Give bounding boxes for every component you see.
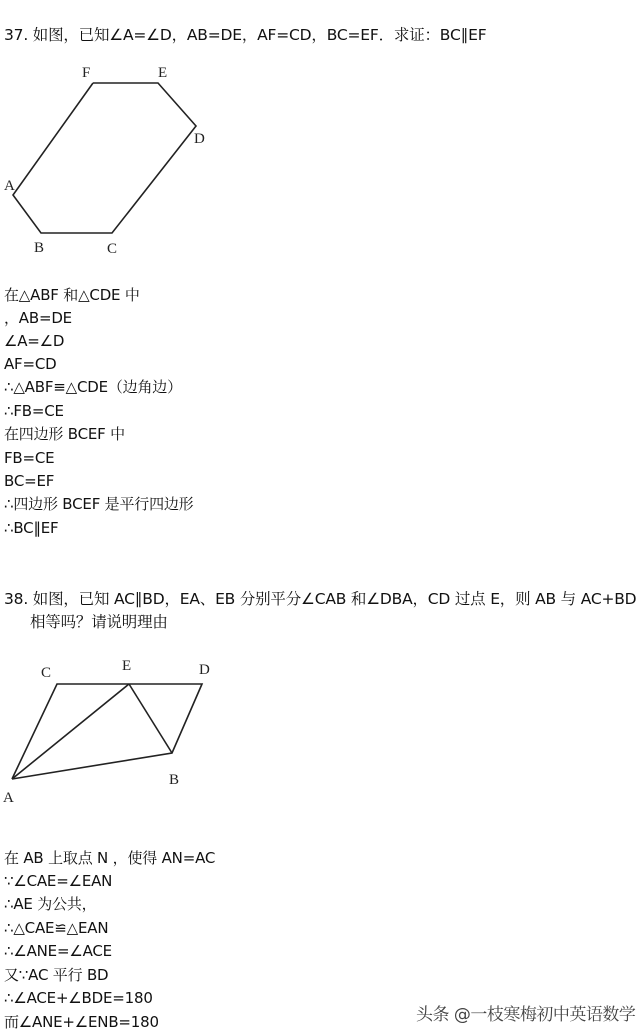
solution-line: ∴AE 为公共， (4, 895, 97, 913)
solution-line: ∴BC‖EF (4, 519, 59, 537)
label-c: C (41, 665, 52, 681)
solution-line: FB=CE (4, 449, 55, 467)
solution-line: ，AB=DE (4, 309, 72, 327)
solution-line: ∴∠ACE+∠BDE=180 (4, 989, 153, 1007)
solution-line: 又∵AC 平行 BD (4, 966, 109, 984)
label-a: A (3, 790, 14, 806)
solution-line: ∴△CAE≌△EAN (4, 919, 109, 937)
solution-line: BC=EF (4, 472, 55, 490)
question-37-figure (0, 55, 230, 269)
question-38-title-line1: 38. 如图，已知 AC∥BD，EA、EB 分别平分∠CAB 和∠DBA，CD 过点 E，则 AB 与 AC+BD (4, 590, 637, 608)
hexagon-diagram (0, 55, 230, 265)
solution-line: 而∠ANE+∠ENB=180 (4, 1013, 159, 1031)
trapezoid-diagram (0, 650, 230, 810)
label-d: D (199, 662, 210, 678)
solution-line: ∴FB=CE (4, 402, 64, 420)
label-d: D (194, 131, 205, 147)
watermark: 头条 @一枝寒梅初中英语数学 (416, 1005, 636, 1025)
solution-line: ∠A=∠D (4, 332, 65, 350)
solution-line: 在四边形 BCEF 中 (4, 425, 125, 443)
solution-line: ∴四边形 BCEF 是平行四边形 (4, 495, 194, 513)
label-f: F (82, 65, 91, 81)
solution-line: 在 AB 上取点 N ，使得 AN=AC (4, 849, 216, 867)
solution-line: 在△ABF 和△CDE 中 (4, 286, 140, 304)
solution-line: ∵∠CAE=∠EAN (4, 872, 113, 890)
question-38-figure (0, 650, 230, 814)
label-e: E (158, 65, 168, 81)
question-38-title-line2: 相等吗？请说明理由 (30, 613, 168, 631)
question-37-title: 37. 如图，已知∠A=∠D，AB=DE，AF=CD，BC=EF．求证：BC∥EF (4, 26, 487, 44)
label-a: A (4, 178, 15, 194)
label-b: B (169, 772, 180, 788)
label-c: C (107, 241, 118, 257)
solution-line: ∴∠ANE=∠ACE (4, 942, 112, 960)
solution-line: AF=CD (4, 355, 57, 373)
label-e: E (122, 658, 132, 674)
solution-line: ∴△ABF≡△CDE（边角边） (4, 378, 182, 396)
label-b: B (34, 240, 45, 256)
